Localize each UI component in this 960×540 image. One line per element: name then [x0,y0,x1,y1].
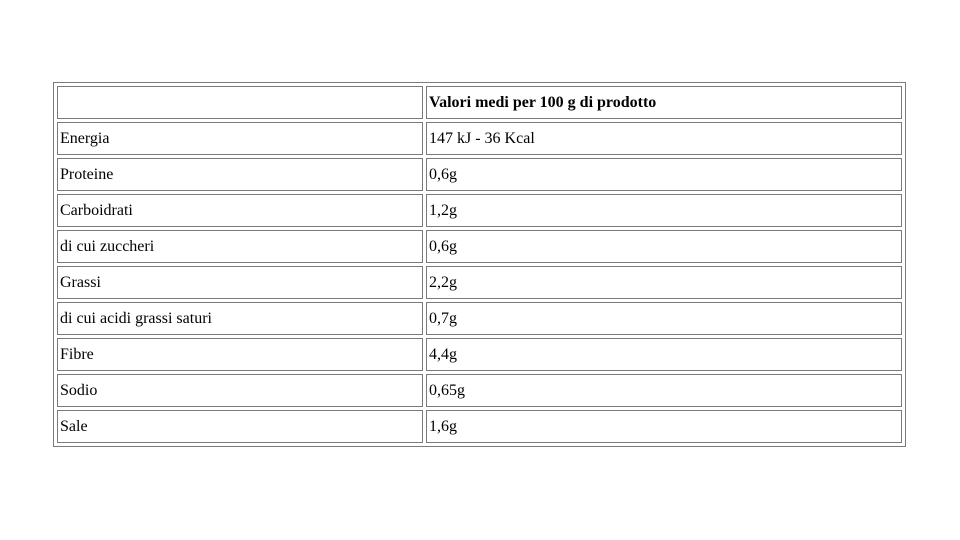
nutrient-value: 147 kJ - 36 Kcal [426,122,902,155]
nutrient-name: Proteine [57,158,423,191]
table-row [57,410,902,443]
table-row [57,338,902,371]
header-label-cell [57,86,423,119]
table-row [57,194,902,227]
nutrient-value: 0,7g [426,302,902,335]
nutrient-name: di cui acidi grassi saturi [57,302,423,335]
table-row [57,374,902,407]
nutrient-name: Energia [57,122,423,155]
table-row [57,158,902,191]
nutrient-value: 4,4g [426,338,902,371]
nutrient-name: Fibre [57,338,423,371]
table-row [57,302,902,335]
nutrient-name: Carboidrati [57,194,423,227]
nutrition-table [53,82,906,447]
nutrient-value: 2,2g [426,266,902,299]
nutrient-name: Sodio [57,374,423,407]
nutrient-name: Grassi [57,266,423,299]
table-row [57,266,902,299]
table-row [57,122,902,155]
nutrient-value: 1,6g [426,410,902,443]
table-row [57,230,902,263]
header-value-cell: Valori medi per 100 g di prodotto [426,86,902,119]
table-header-row [57,86,902,119]
nutrient-value: 0,6g [426,158,902,191]
nutrient-value: 1,2g [426,194,902,227]
nutrient-value: 0,6g [426,230,902,263]
nutrient-name: Sale [57,410,423,443]
nutrient-name: di cui zuccheri [57,230,423,263]
nutrient-value: 0,65g [426,374,902,407]
